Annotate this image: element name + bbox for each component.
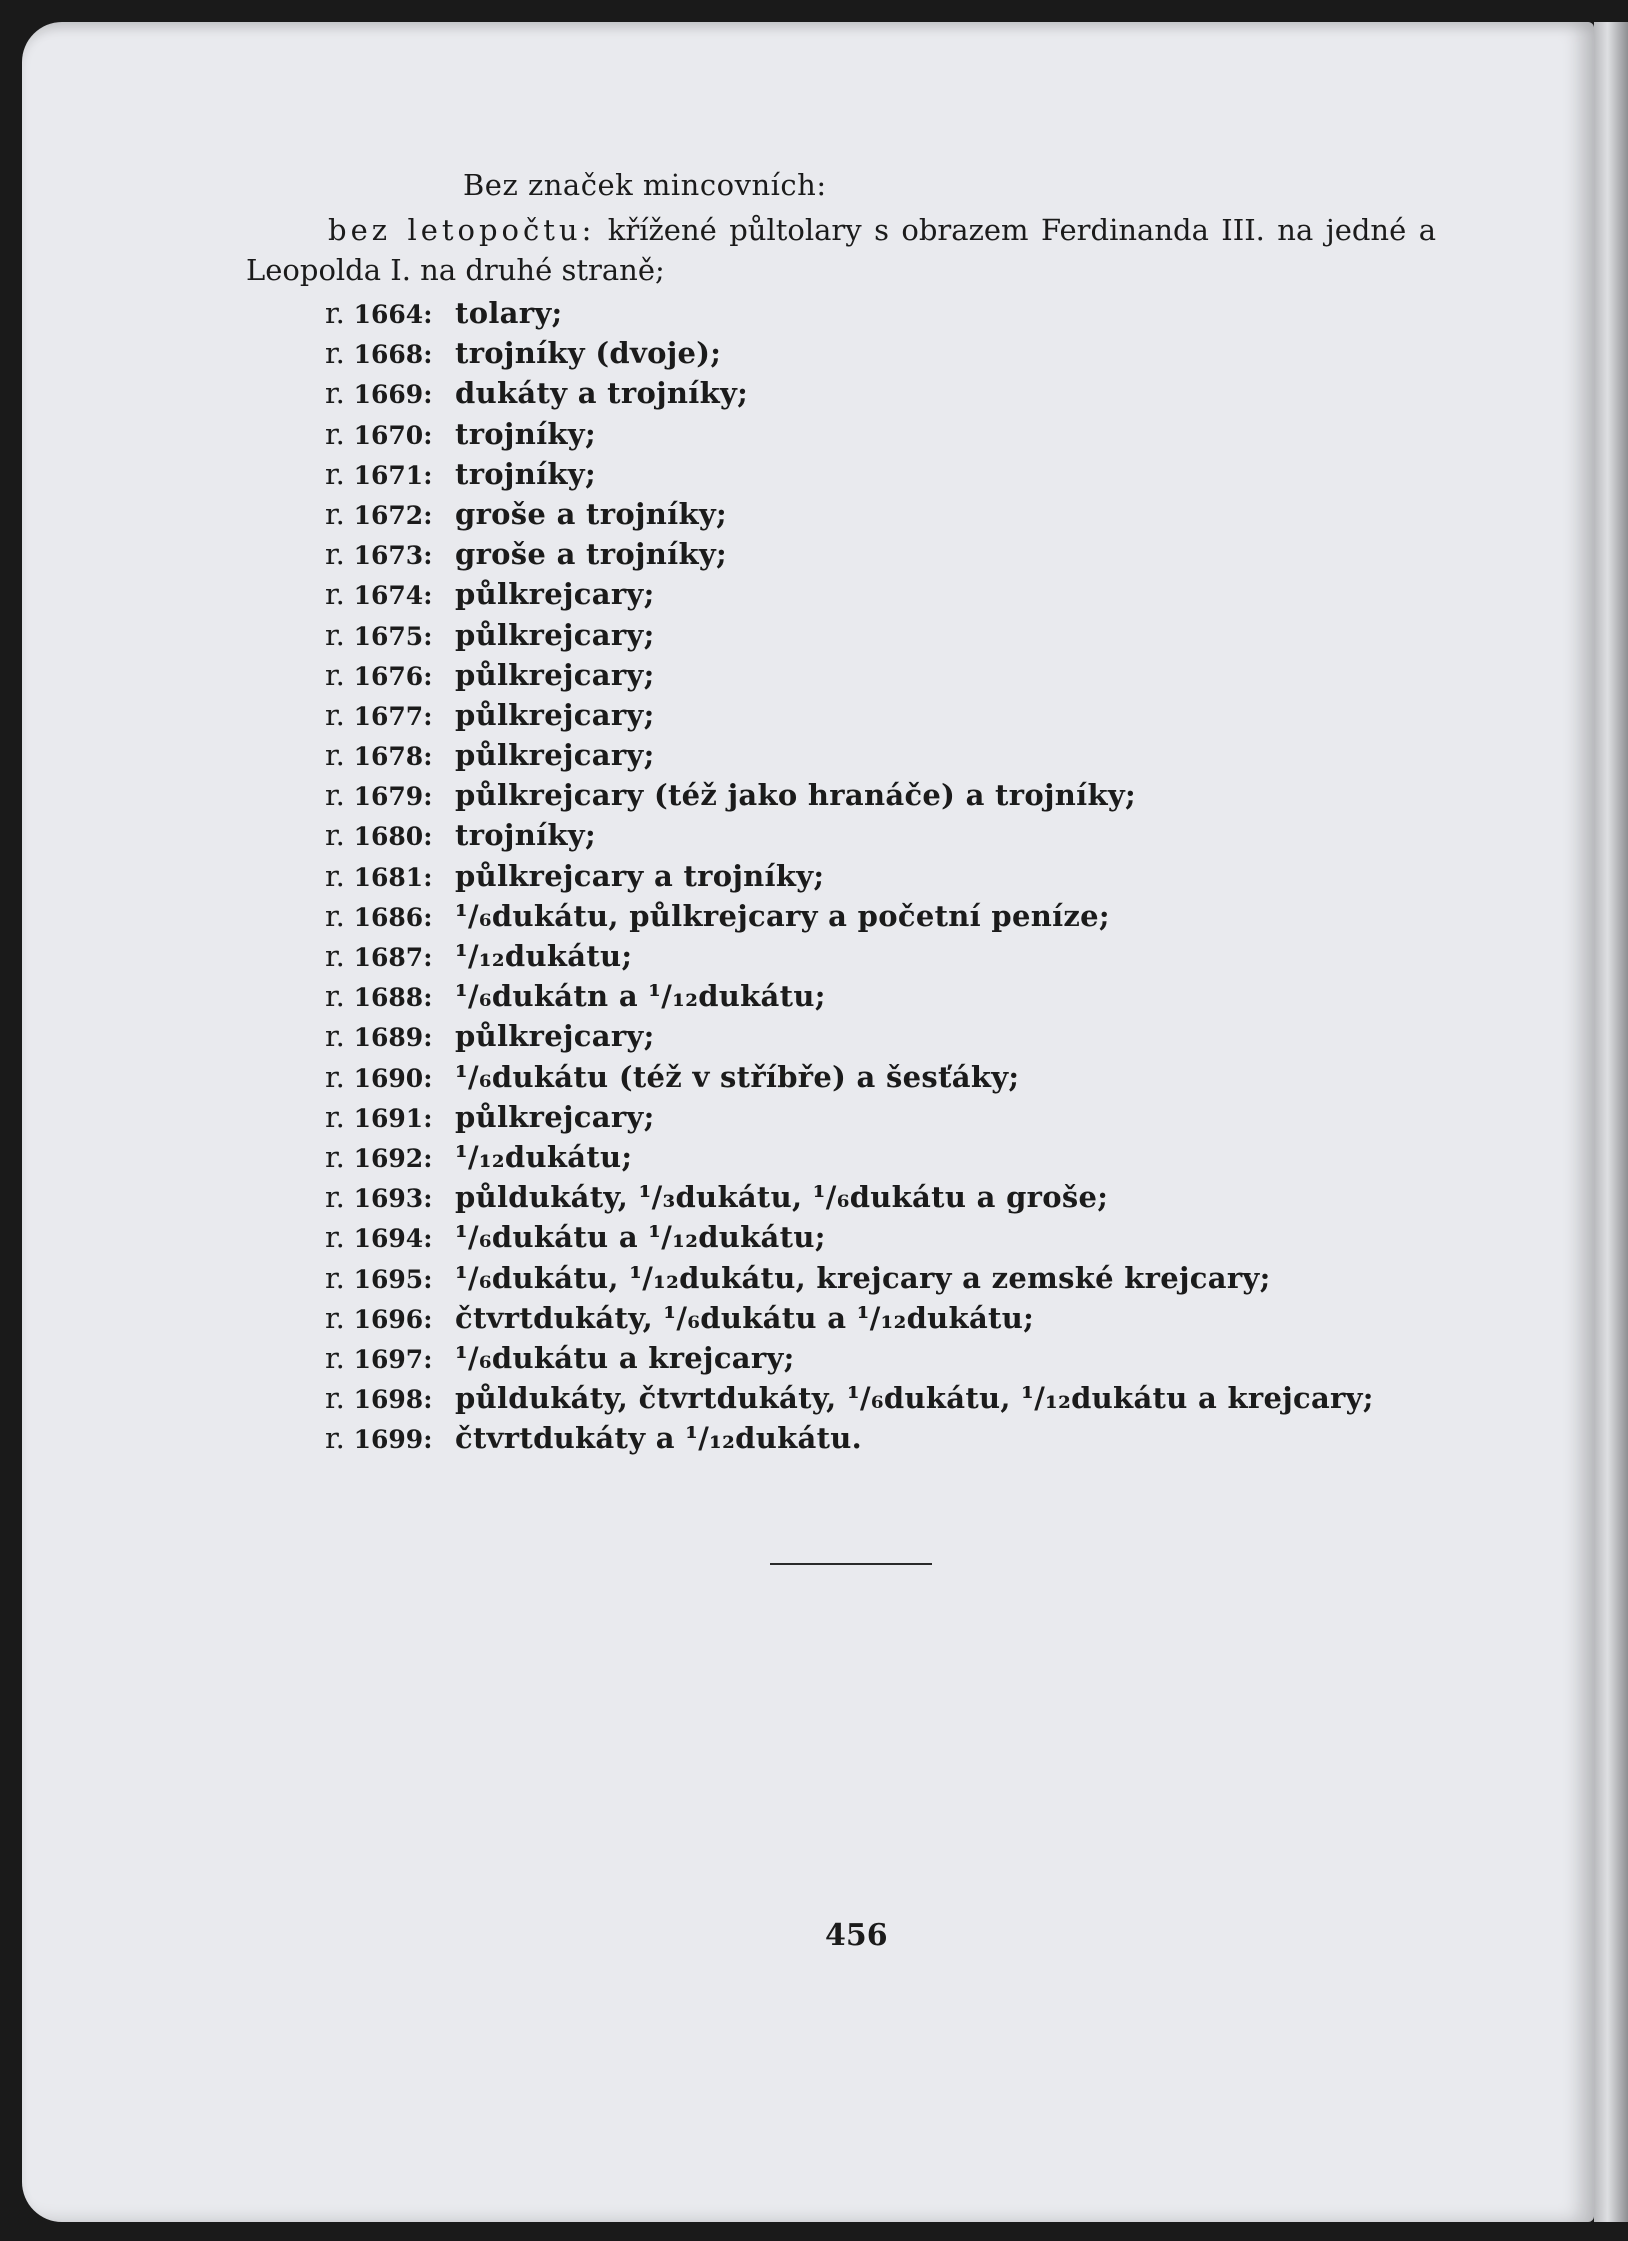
year-value: 1681: xyxy=(353,862,433,892)
entry-text: ¹/₆dukátu a ¹/₁₂dukátu; xyxy=(455,1220,826,1255)
year-value: 1664: xyxy=(353,300,433,329)
entry-text: půlkrejcary; xyxy=(455,577,655,612)
list-item xyxy=(325,1258,1374,1298)
year-prefix: r. xyxy=(325,1099,345,1134)
entry-text: trojníky; xyxy=(455,416,596,451)
entry-year xyxy=(325,1378,455,1418)
year-value: 1690: xyxy=(353,1063,433,1093)
entry-text: čtvrtdukáty, ¹/₆dukátu a ¹/₁₂dukátu; xyxy=(455,1300,1035,1335)
entry-year xyxy=(325,1016,455,1056)
intro-text: křížené půltolary s obrazem Ferdinanda III. na jedné a Leopolda I. na druhé straně; xyxy=(246,213,1436,287)
year-value: 1688: xyxy=(353,983,433,1013)
entry-text: ¹/₁₂dukátu; xyxy=(455,939,633,973)
list-item xyxy=(325,815,1374,855)
list-item xyxy=(325,1016,1374,1056)
entry-text: trojníky; xyxy=(455,818,596,853)
year-prefix: r. xyxy=(325,1300,345,1335)
year-prefix: r. xyxy=(325,657,345,692)
year-prefix: r. xyxy=(325,416,345,451)
list-item xyxy=(325,1338,1374,1378)
list-item xyxy=(325,615,1374,655)
year-value: 1676: xyxy=(353,661,433,691)
year-value: 1668: xyxy=(353,340,433,370)
list-item xyxy=(325,976,1374,1016)
entry-text: ¹/₆dukátu a krejcary; xyxy=(455,1340,795,1375)
list-item xyxy=(325,1177,1374,1217)
year-value: 1691: xyxy=(353,1103,433,1133)
entry-year xyxy=(325,414,455,454)
entry-year xyxy=(325,1137,455,1177)
year-value: 1678: xyxy=(353,742,433,772)
entry-text: ¹/₆dukátu (též v stříbře) a šesťáky; xyxy=(455,1059,1020,1094)
entry-year xyxy=(325,1177,455,1217)
year-prefix: r. xyxy=(325,1059,345,1094)
year-prefix: r. xyxy=(325,939,345,973)
entry-text: půlkrejcary; xyxy=(455,1019,655,1054)
entry-year xyxy=(325,454,455,494)
entry-year xyxy=(325,1258,455,1298)
intro-paragraph xyxy=(246,210,1436,290)
entry-year xyxy=(325,936,455,976)
entry-year xyxy=(325,1057,455,1097)
entry-year xyxy=(325,775,455,815)
year-prefix: r. xyxy=(325,898,345,933)
intro-label: bez letopočtu: xyxy=(328,213,596,247)
year-prefix: r. xyxy=(325,1139,345,1174)
year-value: 1677: xyxy=(353,701,433,731)
year-value: 1679: xyxy=(353,782,433,812)
list-item xyxy=(325,1057,1374,1097)
entry-text: groše a trojníky; xyxy=(455,496,728,531)
year-prefix: r. xyxy=(325,1421,345,1456)
year-prefix: r. xyxy=(325,818,345,853)
year-prefix: r. xyxy=(325,376,345,411)
entry-text: trojníky (dvoje); xyxy=(455,336,722,371)
year-value: 1698: xyxy=(353,1385,433,1415)
entry-year xyxy=(325,574,455,614)
page-edge xyxy=(1594,22,1628,2222)
year-value: 1696: xyxy=(353,1304,433,1334)
list-item xyxy=(325,856,1374,896)
list-item xyxy=(325,936,1374,976)
list-item xyxy=(325,574,1374,614)
year-prefix: r. xyxy=(325,697,345,732)
year-prefix: r. xyxy=(325,979,345,1014)
year-value: 1694: xyxy=(353,1224,433,1254)
year-value: 1692: xyxy=(353,1143,433,1173)
year-value: 1680: xyxy=(353,822,433,852)
entry-text: čtvrtdukáty a ¹/₁₂dukátu. xyxy=(455,1421,863,1456)
year-prefix: r. xyxy=(325,1019,345,1054)
year-prefix: r. xyxy=(325,1260,345,1295)
entry-text: půlkrejcary; xyxy=(455,657,655,692)
entry-year xyxy=(325,333,455,373)
section-divider xyxy=(770,1563,932,1565)
list-item xyxy=(325,1217,1374,1257)
entry-text: půlkrejcary; xyxy=(455,617,655,652)
year-value: 1672: xyxy=(353,500,433,530)
year-value: 1675: xyxy=(353,621,433,651)
year-prefix: r. xyxy=(325,1180,345,1215)
entry-text: tolary; xyxy=(455,296,563,330)
entry-year xyxy=(325,856,455,896)
entry-text: půlkrejcary; xyxy=(455,1099,655,1134)
list-item xyxy=(325,1097,1374,1137)
year-prefix: r. xyxy=(325,336,345,371)
entry-text: dukáty a trojníky; xyxy=(455,376,749,411)
list-item xyxy=(325,896,1374,936)
entry-year xyxy=(325,735,455,775)
list-item xyxy=(325,333,1374,373)
entry-text: ¹/₆dukátn a ¹/₁₂dukátu; xyxy=(455,979,826,1014)
year-prefix: r. xyxy=(325,577,345,612)
list-item xyxy=(325,655,1374,695)
section-heading: Bez značek mincovních: xyxy=(463,168,827,202)
entry-text: půlkrejcary (též jako hranáče) a trojníky; xyxy=(455,778,1137,813)
entry-year xyxy=(325,534,455,574)
entry-year xyxy=(325,1418,455,1458)
year-prefix: r. xyxy=(325,496,345,531)
list-item xyxy=(325,1378,1374,1418)
list-item xyxy=(325,454,1374,494)
list-item xyxy=(325,775,1374,815)
year-value: 1671: xyxy=(353,460,433,490)
entry-text: ¹/₁₂dukátu; xyxy=(455,1139,633,1174)
list-item xyxy=(325,1418,1374,1458)
entry-year xyxy=(325,976,455,1016)
entry-text: ¹/₆dukátu, ¹/₁₂dukátu, krejcary a zemské krejcary; xyxy=(455,1260,1271,1295)
year-value: 1693: xyxy=(353,1184,433,1214)
year-value: 1689: xyxy=(353,1023,433,1053)
list-item xyxy=(325,735,1374,775)
entry-year xyxy=(325,695,455,735)
year-value: 1687: xyxy=(353,943,433,972)
year-prefix: r. xyxy=(325,537,345,572)
entry-text: groše a trojníky; xyxy=(455,537,728,572)
entry-year xyxy=(325,373,455,413)
entry-year xyxy=(325,293,455,333)
list-item xyxy=(325,1137,1374,1177)
year-prefix: r. xyxy=(325,738,345,773)
entry-year xyxy=(325,1298,455,1338)
year-value: 1697: xyxy=(353,1344,433,1374)
entry-text: půldukáty, ¹/₃dukátu, ¹/₆dukátu a groše; xyxy=(455,1180,1109,1215)
list-item xyxy=(325,293,1374,333)
year-value: 1669: xyxy=(353,380,433,410)
entry-year xyxy=(325,815,455,855)
entry-text: půlkrejcary a trojníky; xyxy=(455,858,825,893)
entry-text: půlkrejcary; xyxy=(455,697,655,732)
year-prefix: r. xyxy=(325,296,345,330)
entry-year xyxy=(325,1097,455,1137)
page-number: 456 xyxy=(825,1918,888,1953)
entry-text: půlkrejcary; xyxy=(455,738,655,773)
entry-text: půldukáty, čtvrtdukáty, ¹/₆dukátu, ¹/₁₂dukátu a krejcary; xyxy=(455,1381,1374,1416)
list-item xyxy=(325,414,1374,454)
list-item xyxy=(325,494,1374,534)
year-prefix: r. xyxy=(325,456,345,491)
year-prefix: r. xyxy=(325,1381,345,1416)
entry-year xyxy=(325,1217,455,1257)
entry-year xyxy=(325,1338,455,1378)
year-list xyxy=(325,293,1374,1458)
entry-year xyxy=(325,896,455,936)
list-item xyxy=(325,695,1374,735)
year-value: 1674: xyxy=(353,581,433,611)
list-item xyxy=(325,1298,1374,1338)
list-item xyxy=(325,534,1374,574)
year-prefix: r. xyxy=(325,1220,345,1255)
entry-year xyxy=(325,494,455,534)
year-value: 1699: xyxy=(353,1425,433,1455)
year-prefix: r. xyxy=(325,778,345,813)
year-value: 1670: xyxy=(353,420,433,450)
year-prefix: r. xyxy=(325,617,345,652)
entry-text: ¹/₆dukátu, půlkrejcary a početní peníze; xyxy=(455,898,1110,933)
year-value: 1686: xyxy=(353,902,433,932)
entry-text: trojníky; xyxy=(455,456,596,491)
entry-year xyxy=(325,615,455,655)
year-prefix: r. xyxy=(325,858,345,893)
year-value: 1673: xyxy=(353,541,433,571)
year-prefix: r. xyxy=(325,1340,345,1375)
list-item xyxy=(325,373,1374,413)
year-value: 1695: xyxy=(353,1264,433,1294)
entry-year xyxy=(325,655,455,695)
